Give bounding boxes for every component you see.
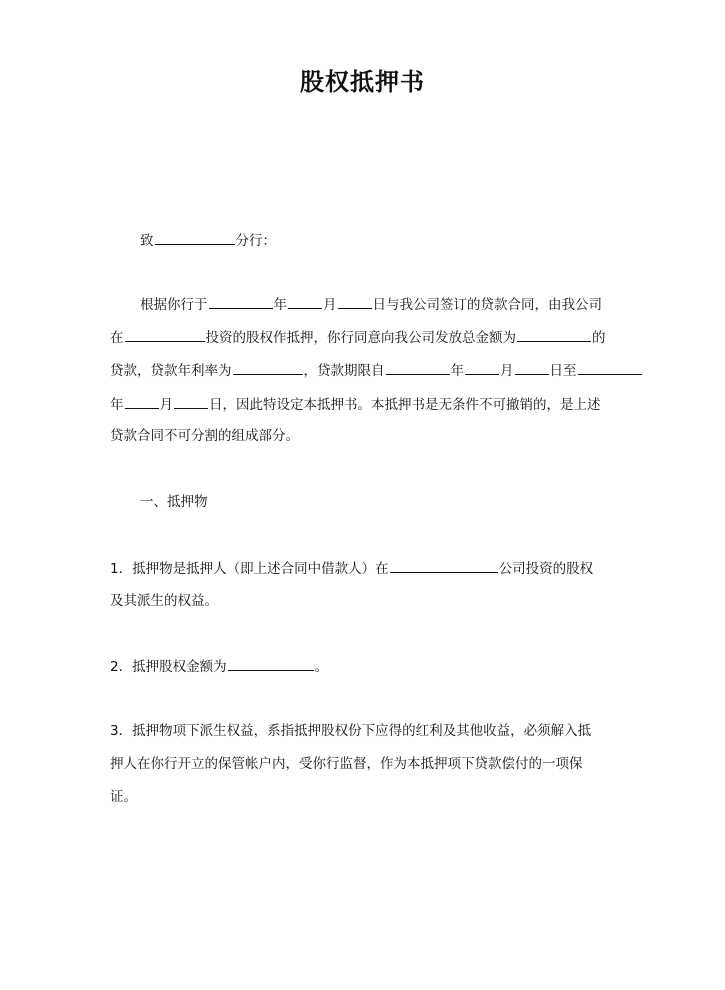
intro-line-2: 在 投资的股权作抵押，你行同意向我公司发放总金额为 的	[110, 327, 606, 348]
section-heading-collateral: 一、抵押物	[140, 494, 208, 510]
blank-end-month	[125, 394, 159, 409]
salutation-prefix: 致	[140, 233, 154, 249]
item3-line-3: 证。	[110, 789, 137, 805]
intro-line-1: 根据你行于 年 月 日与我公司签订的贷款合同，由我公司	[140, 294, 602, 315]
blank-start-month	[465, 360, 499, 375]
blank-branch	[155, 230, 235, 245]
blank-company	[125, 327, 205, 342]
item3-line-1: 3．抵押物项下派生权益，系指抵押股权份下应得的红利及其他收益，必须解入抵	[110, 723, 592, 739]
intro-line-3: 贷款，贷款年利率为 ，贷款期限自 年 月 日至	[110, 360, 643, 381]
item2-line-1: 2．抵押股权金额为 。	[110, 656, 328, 677]
intro-line-5: 贷款合同不可分割的组成部分。	[110, 428, 299, 444]
salutation-line	[140, 230, 276, 251]
item3-line-2: 押人在你行开立的保管帐户内，受你行监督，作为本抵押项下贷款偿付的一项保	[110, 756, 583, 772]
blank-equity-amount	[228, 656, 314, 671]
blank-invested-company	[390, 558, 498, 573]
intro-line-4: 年 月 日，因此特设定本抵押书。本抵押书是无条件不可撤销的，是上述	[110, 394, 601, 415]
blank-start-day	[515, 360, 549, 375]
item1-line-2: 及其派生的权益。	[110, 593, 218, 609]
blank-end-year	[578, 360, 642, 375]
document-title: 股权抵押书	[300, 67, 425, 96]
blank-total-amount	[517, 327, 591, 342]
blank-interest-rate	[233, 360, 303, 375]
blank-end-day	[174, 394, 208, 409]
blank-year	[209, 294, 273, 309]
blank-day	[338, 294, 372, 309]
blank-start-year	[386, 360, 450, 375]
item1-line-1: 1．抵押物是抵押人（即上述合同中借款人）在 公司投资的股权	[110, 558, 593, 579]
blank-month	[288, 294, 322, 309]
salutation-suffix: 分行：	[235, 233, 276, 249]
